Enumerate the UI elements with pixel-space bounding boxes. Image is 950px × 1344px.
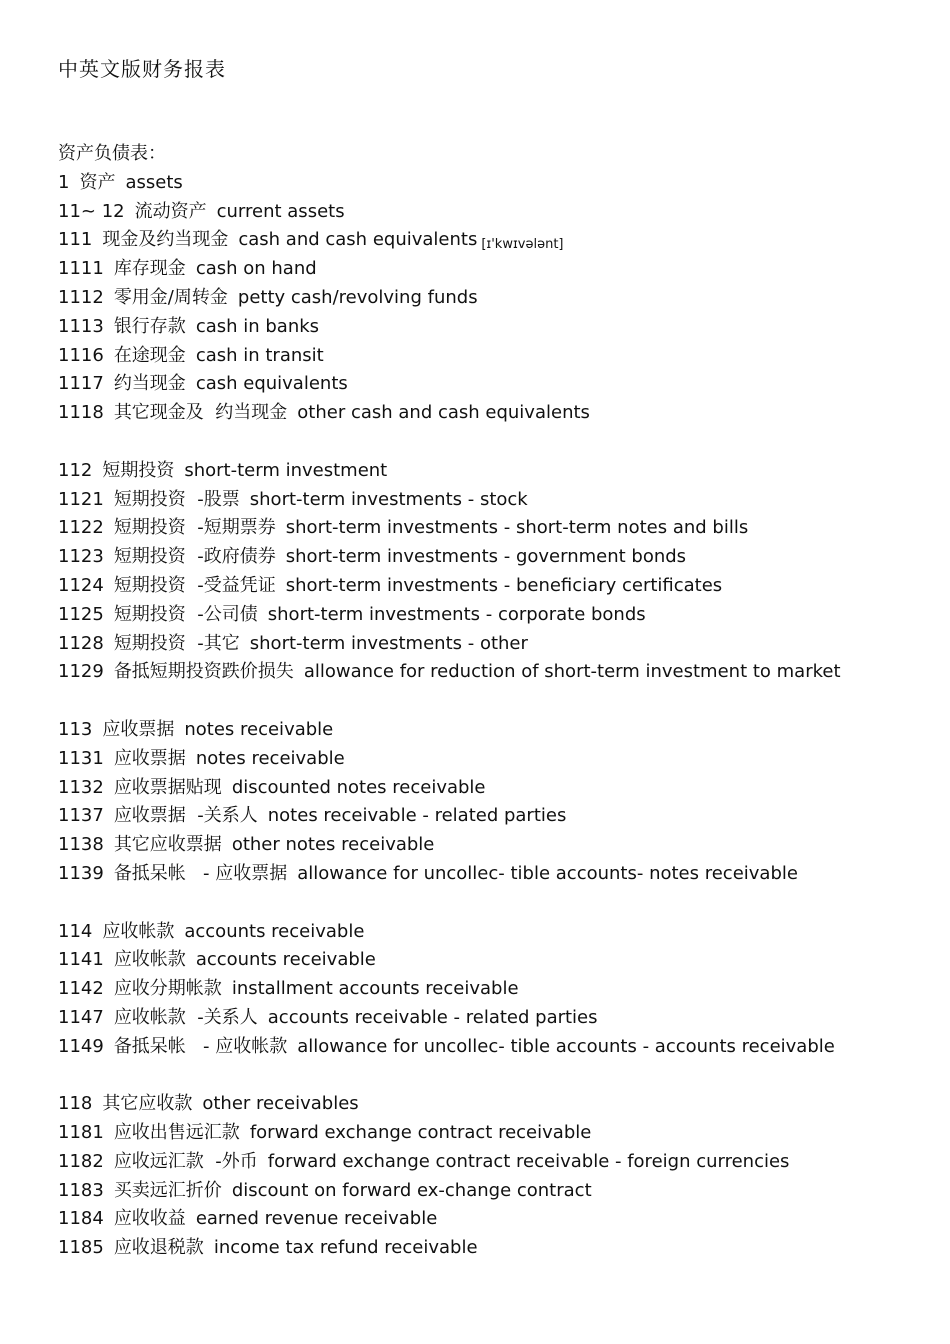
account-line <box>58 543 938 572</box>
account-code: 1137 <box>58 805 104 827</box>
account-name-en: forward exchange contract receivable - foreign currencies <box>267 1150 790 1172</box>
account-line <box>58 716 938 745</box>
account-name-zh: 短期投资 -其它 <box>113 632 240 654</box>
account-line <box>58 601 938 630</box>
account-line <box>58 946 938 975</box>
account-name-en: accounts receivable - related parties <box>267 1006 598 1028</box>
account-name-en: current assets <box>216 200 345 222</box>
account-line <box>58 658 938 687</box>
account-name-zh: 应收出售远汇款 <box>113 1122 240 1144</box>
account-name-en: accounts receivable <box>184 920 365 942</box>
account-code: 1113 <box>58 315 104 337</box>
account-name-zh: 备抵短期投资跌价损失 <box>113 661 294 683</box>
account-line <box>58 342 938 371</box>
account-name-zh: 银行存款 <box>113 315 186 337</box>
account-name-zh: 应收帐款 <box>113 949 186 971</box>
account-name-en: discounted notes receivable <box>231 776 486 798</box>
account-code: 1123 <box>58 546 104 568</box>
account-line <box>58 831 938 860</box>
account-name-zh: 应收票据贴现 <box>113 776 222 798</box>
account-code: 1128 <box>58 632 104 654</box>
account-name-en: short-term investments - government bonds <box>285 546 687 568</box>
account-code: 1131 <box>58 747 104 769</box>
account-name-en: other notes receivable <box>231 834 435 856</box>
account-name-en: allowance for uncollec- tible accounts- notes receivable <box>297 862 798 884</box>
account-name-en: cash in banks <box>195 315 320 337</box>
account-name-en: cash and cash equivalents <box>238 229 478 251</box>
account-name-en: short-term investments - stock <box>249 488 528 510</box>
document-page <box>58 56 938 1263</box>
account-code: 1185 <box>58 1237 104 1259</box>
account-line <box>58 399 938 428</box>
account-name-zh: 备抵呆帐 - 应收票据 <box>113 862 288 884</box>
account-name-en: other cash and cash equivalents <box>297 402 590 424</box>
account-name-en: petty cash/revolving funds <box>237 286 478 308</box>
account-name-zh: 应收帐款 <box>102 920 175 942</box>
account-code: 1182 <box>58 1150 104 1172</box>
account-name-zh: 现金及约当现金 <box>102 229 229 251</box>
account-code: 1183 <box>58 1179 104 1201</box>
account-line <box>58 284 938 313</box>
account-name-zh: 短期投资 -受益凭证 <box>113 574 276 596</box>
account-name-zh: 约当现金 <box>113 373 186 395</box>
account-name-zh: 在途现金 <box>113 344 186 366</box>
account-name-zh: 应收票据 -关系人 <box>113 805 258 827</box>
account-line <box>58 1119 938 1148</box>
account-name-zh: 其它现金及 约当现金 <box>113 402 288 424</box>
account-name-zh: 零用金/周转金 <box>113 286 228 308</box>
group-spacer <box>58 889 938 918</box>
account-name-en: allowance for reduction of short-term investment to market <box>303 661 841 683</box>
account-line <box>58 198 938 227</box>
section-heading: 资产负债表： <box>58 143 166 164</box>
account-name-en: income tax refund receivable <box>213 1237 478 1259</box>
account-code: 1147 <box>58 1006 104 1028</box>
account-line <box>58 1148 938 1177</box>
account-line <box>58 255 938 284</box>
group-spacer <box>58 428 938 457</box>
account-name-zh: 应收退税款 <box>113 1237 204 1259</box>
account-name-en: other receivables <box>202 1093 359 1115</box>
account-name-zh: 资产 <box>79 171 116 193</box>
account-name-zh: 短期投资 -短期票券 <box>113 517 276 539</box>
account-code: 1142 <box>58 978 104 1000</box>
account-code: 1122 <box>58 517 104 539</box>
account-line <box>58 313 938 342</box>
account-name-zh: 应收分期帐款 <box>113 978 222 1000</box>
account-name-en: discount on forward ex-change contract <box>231 1179 592 1201</box>
account-code: 1118 <box>58 402 104 424</box>
account-code: 114 <box>58 920 93 942</box>
account-line <box>58 1234 938 1263</box>
account-code: 1111 <box>58 258 104 280</box>
account-name-zh: 应收收益 <box>113 1208 186 1230</box>
account-line <box>58 1177 938 1206</box>
account-name-en: cash in transit <box>195 344 324 366</box>
account-name-en: notes receivable <box>195 747 345 769</box>
account-line <box>58 774 938 803</box>
account-name-zh: 应收远汇款 -外币 <box>113 1150 258 1172</box>
account-name-zh: 短期投资 -股票 <box>113 488 240 510</box>
account-code: 1184 <box>58 1208 104 1230</box>
account-line <box>58 860 938 889</box>
account-name-en: short-term investment <box>184 459 388 481</box>
account-code: 1 <box>58 171 70 193</box>
account-name-en: short-term investments - beneficiary certificates <box>285 574 723 596</box>
account-name-zh: 其它应收票据 <box>113 834 222 856</box>
account-name-en: forward exchange contract receivable <box>249 1122 592 1144</box>
account-name-en: short-term investments - short-term notes and bills <box>285 517 749 539</box>
account-name-zh: 短期投资 <box>102 459 175 481</box>
account-code: 1125 <box>58 603 104 625</box>
account-code: 1181 <box>58 1122 104 1144</box>
account-line <box>58 1205 938 1234</box>
account-line <box>58 918 938 947</box>
account-code: 1129 <box>58 661 104 683</box>
account-name-en: earned revenue receivable <box>195 1208 438 1230</box>
account-code: 1139 <box>58 862 104 884</box>
account-name-en: allowance for uncollec- tible accounts - accounts receivable <box>297 1035 835 1057</box>
account-name-en: cash equivalents <box>195 373 348 395</box>
account-name-en: notes receivable - related parties <box>267 805 567 827</box>
account-line <box>58 226 938 255</box>
account-name-zh: 应收票据 <box>113 747 186 769</box>
account-line <box>58 457 938 486</box>
account-name-zh: 短期投资 -公司债 <box>113 603 258 625</box>
account-code: 1141 <box>58 949 104 971</box>
account-line <box>58 169 938 198</box>
account-name-en: accounts receivable <box>195 949 376 971</box>
account-line <box>58 630 938 659</box>
phonetic-note: [ɪ'kwɪvələnt] <box>481 237 564 253</box>
account-name-zh: 备抵呆帐 - 应收帐款 <box>113 1035 288 1057</box>
account-code: 118 <box>58 1093 93 1115</box>
account-name-en: assets <box>125 171 183 193</box>
account-name-zh: 短期投资 -政府债券 <box>113 546 276 568</box>
account-code: 1121 <box>58 488 104 510</box>
account-code: 1116 <box>58 344 104 366</box>
account-line <box>58 572 938 601</box>
account-code: 11~ 12 <box>58 200 125 222</box>
account-line <box>58 1004 938 1033</box>
account-line <box>58 514 938 543</box>
account-line <box>58 1033 938 1062</box>
account-name-zh: 买卖远汇折价 <box>113 1179 222 1201</box>
account-code: 1138 <box>58 834 104 856</box>
account-line <box>58 1090 938 1119</box>
account-code: 1112 <box>58 286 104 308</box>
account-code: 111 <box>58 229 93 251</box>
account-name-en: notes receivable <box>184 718 334 740</box>
account-code: 1117 <box>58 373 104 395</box>
account-name-zh: 库存现金 <box>113 258 186 280</box>
account-line <box>58 975 938 1004</box>
account-name-en: cash on hand <box>195 258 317 280</box>
account-line <box>58 486 938 515</box>
account-line <box>58 370 938 399</box>
account-name-en: short-term investments - other <box>249 632 528 654</box>
group-spacer <box>58 1062 938 1091</box>
account-list <box>58 169 938 1263</box>
account-line <box>58 802 938 831</box>
account-code: 113 <box>58 718 93 740</box>
account-line <box>58 745 938 774</box>
account-name-zh: 应收帐款 -关系人 <box>113 1006 258 1028</box>
account-code: 1132 <box>58 776 104 798</box>
document-title: 中英文版财务报表 <box>58 57 226 81</box>
account-name-zh: 应收票据 <box>102 718 175 740</box>
account-name-zh: 流动资产 <box>134 200 207 222</box>
group-spacer <box>58 687 938 716</box>
account-code: 1149 <box>58 1035 104 1057</box>
account-name-en: installment accounts receivable <box>231 978 519 1000</box>
account-code: 112 <box>58 459 93 481</box>
account-code: 1124 <box>58 574 104 596</box>
account-name-en: short-term investments - corporate bonds <box>267 603 646 625</box>
account-name-zh: 其它应收款 <box>102 1093 193 1115</box>
